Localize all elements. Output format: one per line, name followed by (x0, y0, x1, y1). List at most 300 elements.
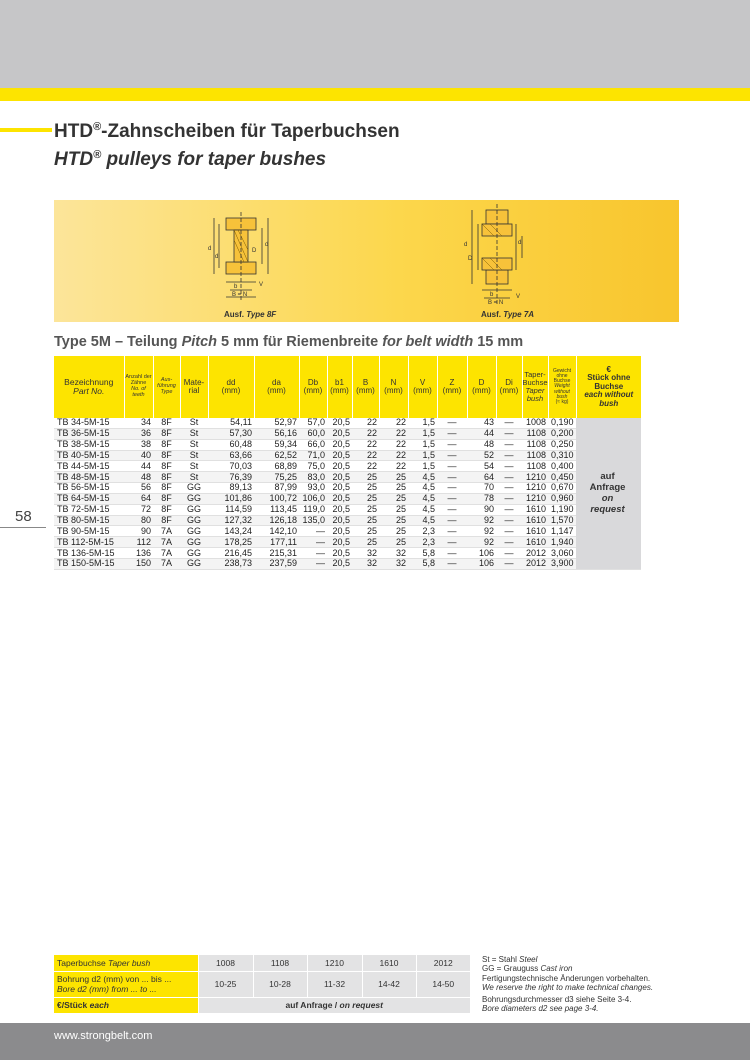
cell-type: 7A (153, 558, 180, 569)
title-marker (0, 128, 52, 132)
type-7a-drawing (472, 204, 522, 304)
cell-d: 48 (467, 439, 496, 450)
cell-dd: 238,73 (208, 558, 254, 569)
cell-b: 22 (352, 461, 379, 472)
cell-teeth: 150 (124, 558, 153, 569)
cell-d: 44 (467, 428, 496, 439)
cell-part: TB 40-5M-15 (54, 450, 124, 461)
col-v: V (mm) (408, 356, 437, 418)
cell-da: 68,89 (254, 461, 299, 472)
table-row (54, 418, 641, 428)
cell-db: — (299, 548, 327, 559)
cell-di: — (496, 439, 522, 450)
cell-di: — (496, 428, 522, 439)
pulley-drawings-panel (54, 200, 679, 322)
cell-weight: 0,400 (548, 461, 576, 472)
cell-bush: 1210 (522, 493, 548, 504)
col-dd: dd (mm) (208, 356, 254, 418)
bush-bore-row (54, 971, 470, 997)
cell-dd: 76,39 (208, 472, 254, 483)
table-subtitle: Type 5M – Teilung Pitch 5 mm für Riemenbreite for belt width 15 mm (54, 334, 524, 350)
cell-db: — (299, 537, 327, 548)
cell-n: 25 (379, 493, 408, 504)
cell-dd: 70,03 (208, 461, 254, 472)
cell-teeth: 112 (124, 537, 153, 548)
cell-type: 8F (153, 461, 180, 472)
cell-v: 4,5 (408, 504, 437, 515)
bush-price-row (54, 997, 470, 1013)
col-b: B (mm) (352, 356, 379, 418)
bush-size-cell: 1210 (307, 955, 362, 971)
col-part-no: Bezeichnung Part No. (54, 356, 124, 418)
col-db: Db (mm) (299, 356, 327, 418)
caption-type-8f: Ausf. Type 8F (224, 310, 277, 319)
cell-part: TB 90-5M-15 (54, 526, 124, 537)
cell-dd: 63,66 (208, 450, 254, 461)
cell-d: 90 (467, 504, 496, 515)
cell-b1: 20,5 (327, 493, 352, 504)
col-weight: Gewicht ohne Buchse Weight without bush (≈ kg) (548, 356, 576, 418)
cell-da: 52,97 (254, 418, 299, 428)
note-changes-en: We reserve the right to make technical changes. (482, 983, 654, 993)
cell-dd: 216,45 (208, 548, 254, 559)
cell-weight: 0,190 (548, 418, 576, 428)
cell-da: 75,25 (254, 472, 299, 483)
cell-bush: 1108 (522, 439, 548, 450)
cell-d: 78 (467, 493, 496, 504)
pulley-drawings (54, 200, 679, 322)
table-row (54, 504, 641, 515)
cell-b: 25 (352, 526, 379, 537)
cell-type: 8F (153, 418, 180, 428)
cell-db: 60,0 (299, 428, 327, 439)
cell-mat: GG (180, 515, 208, 526)
cell-db: 135,0 (299, 515, 327, 526)
cell-z: — (437, 439, 467, 450)
cell-weight: 0,670 (548, 483, 576, 494)
cell-db: — (299, 526, 327, 537)
cell-da: 59,34 (254, 439, 299, 450)
cell-mat: St (180, 418, 208, 428)
col-teeth: Anzahl der Zähne No. of teeth (124, 356, 153, 418)
svg-text:d: d (518, 240, 522, 246)
cell-da: 126,18 (254, 515, 299, 526)
cell-mat: St (180, 472, 208, 483)
cell-type: 8F (153, 439, 180, 450)
cell-bush: 1108 (522, 450, 548, 461)
cell-teeth: 40 (124, 450, 153, 461)
page-number: 58 (15, 508, 32, 525)
bush-size-cell: 1008 (198, 955, 253, 971)
cell-n: 22 (379, 428, 408, 439)
cell-teeth: 64 (124, 493, 153, 504)
cell-di: — (496, 418, 522, 428)
cell-part: TB 56-5M-15 (54, 483, 124, 494)
cell-d: 70 (467, 483, 496, 494)
cell-b: 22 (352, 428, 379, 439)
cell-bush: 1610 (522, 515, 548, 526)
cell-mat: GG (180, 526, 208, 537)
cell-v: 1,5 (408, 418, 437, 428)
cell-type: 8F (153, 428, 180, 439)
cell-type: 7A (153, 526, 180, 537)
cell-weight: 3,900 (548, 558, 576, 569)
svg-text:b: b (490, 292, 494, 298)
col-price: € Stück ohne Buchse each without bush (576, 356, 641, 418)
cell-b1: 20,5 (327, 526, 352, 537)
cell-b1: 20,5 (327, 558, 352, 569)
cell-z: — (437, 450, 467, 461)
cell-db: 57,0 (299, 418, 327, 428)
cell-da: 56,16 (254, 428, 299, 439)
cell-dd: 178,25 (208, 537, 254, 548)
cell-d: 52 (467, 450, 496, 461)
cell-b1: 20,5 (327, 428, 352, 439)
cell-d: 92 (467, 537, 496, 548)
cell-d: 92 (467, 515, 496, 526)
svg-text:d: d (215, 254, 219, 260)
cell-v: 5,8 (408, 558, 437, 569)
cell-teeth: 136 (124, 548, 153, 559)
svg-text:D: D (468, 256, 473, 262)
cell-dd: 57,30 (208, 428, 254, 439)
price-on-request (576, 418, 641, 569)
cell-di: — (496, 526, 522, 537)
note-changes-de: Fertigungstechnische Änderungen vorbehalten. (482, 973, 651, 983)
col-taper-bush: Taper-Buchse Taper bush (522, 356, 548, 418)
cell-weight: 1,147 (548, 526, 576, 537)
cell-v: 1,5 (408, 461, 437, 472)
cell-bush: 1210 (522, 472, 548, 483)
cell-weight: 1,570 (548, 515, 576, 526)
cell-b1: 20,5 (327, 461, 352, 472)
cell-d: 92 (467, 526, 496, 537)
cell-db: 93,0 (299, 483, 327, 494)
cell-di: — (496, 461, 522, 472)
price-text: auf (600, 471, 615, 483)
cell-mat: St (180, 461, 208, 472)
cell-di: — (496, 537, 522, 548)
cell-di: — (496, 483, 522, 494)
cell-d: 64 (467, 472, 496, 483)
bush-price-value: auf Anfrage / on request (198, 997, 470, 1013)
bush-bore-cell: 11-32 (307, 971, 362, 997)
table-row (54, 483, 641, 494)
cell-z: — (437, 515, 467, 526)
cell-b1: 20,5 (327, 504, 352, 515)
cell-n: 22 (379, 418, 408, 428)
cell-da: 100,72 (254, 493, 299, 504)
cell-z: — (437, 558, 467, 569)
cell-d: 43 (467, 418, 496, 428)
cell-weight: 1,940 (548, 537, 576, 548)
cell-db: 83,0 (299, 472, 327, 483)
bush-size-label: Taperbuchse Taper bush (54, 955, 198, 971)
cell-bush: 1610 (522, 526, 548, 537)
table-row (54, 537, 641, 548)
cell-da: 177,11 (254, 537, 299, 548)
cell-bush: 1108 (522, 461, 548, 472)
cell-part: TB 44-5M-15 (54, 461, 124, 472)
cell-da: 87,99 (254, 483, 299, 494)
cell-dd: 54,11 (208, 418, 254, 428)
cell-di: — (496, 472, 522, 483)
cell-weight: 3,060 (548, 548, 576, 559)
cell-b: 25 (352, 515, 379, 526)
cell-b: 25 (352, 483, 379, 494)
cell-mat: St (180, 428, 208, 439)
cell-type: 8F (153, 515, 180, 526)
col-material: Mate-rial (180, 356, 208, 418)
cell-n: 25 (379, 483, 408, 494)
cell-n: 25 (379, 472, 408, 483)
cell-v: 4,5 (408, 515, 437, 526)
cell-dd: 60,48 (208, 439, 254, 450)
cell-b: 22 (352, 418, 379, 428)
bush-price-label: €/Stück each (54, 997, 198, 1013)
cell-b: 25 (352, 504, 379, 515)
cell-b1: 20,5 (327, 439, 352, 450)
bush-size-cell: 2012 (416, 955, 470, 971)
price-text: request (590, 504, 625, 516)
table-row (54, 526, 641, 537)
cell-n: 25 (379, 504, 408, 515)
cell-di: — (496, 493, 522, 504)
page-title-en: HTD® pulleys for taper bushes (54, 149, 327, 170)
cell-b1: 20,5 (327, 537, 352, 548)
cell-bush: 1610 (522, 504, 548, 515)
svg-text:B = N: B = N (232, 292, 248, 298)
cell-teeth: 44 (124, 461, 153, 472)
cell-dd: 143,24 (208, 526, 254, 537)
cell-b1: 20,5 (327, 483, 352, 494)
cell-di: — (496, 450, 522, 461)
cell-part: TB 72-5M-15 (54, 504, 124, 515)
note-bore-en: Bore diameters d2 see page 3-4. (482, 1004, 599, 1014)
cell-v: 4,5 (408, 483, 437, 494)
cell-n: 32 (379, 558, 408, 569)
cell-part: TB 112-5M-15 (54, 537, 124, 548)
table-header-row (54, 356, 641, 418)
bush-bore-label: Bohrung d2 (mm) von ... bis ... Bore d2 (mm) from ... to ... (54, 971, 198, 997)
cell-n: 25 (379, 526, 408, 537)
pulley-spec-table (54, 356, 641, 570)
cell-bush: 1008 (522, 418, 548, 428)
cell-type: 7A (153, 548, 180, 559)
cell-part: TB 38-5M-15 (54, 439, 124, 450)
cell-da: 215,31 (254, 548, 299, 559)
table-row (54, 428, 641, 439)
table-row (54, 548, 641, 559)
table-row (54, 461, 641, 472)
cell-v: 1,5 (408, 439, 437, 450)
cell-weight: 0,450 (548, 472, 576, 483)
cell-type: 8F (153, 450, 180, 461)
cell-z: — (437, 472, 467, 483)
cell-di: — (496, 548, 522, 559)
cell-bush: 2012 (522, 558, 548, 569)
cell-teeth: 72 (124, 504, 153, 515)
cell-mat: GG (180, 483, 208, 494)
page-title-de: HTD®-Zahnscheiben für Taperbuchsen (54, 121, 400, 142)
col-d: D (mm) (467, 356, 496, 418)
cell-da: 237,59 (254, 558, 299, 569)
cell-dd: 127,32 (208, 515, 254, 526)
cell-weight: 0,310 (548, 450, 576, 461)
cell-weight: 0,960 (548, 493, 576, 504)
header-gray-band (0, 0, 750, 88)
cell-part: TB 48-5M-15 (54, 472, 124, 483)
cell-bush: 1108 (522, 428, 548, 439)
cell-weight: 0,200 (548, 428, 576, 439)
svg-text:d: d (464, 242, 468, 248)
page-number-rule (0, 527, 46, 528)
cell-d: 106 (467, 558, 496, 569)
price-text: on (601, 493, 614, 505)
note-cast-iron: GG = Grauguss Cast iron (482, 964, 573, 974)
table-row (54, 515, 641, 526)
table-row (54, 439, 641, 450)
svg-text:b: b (234, 284, 238, 290)
cell-b: 32 (352, 558, 379, 569)
cell-type: 8F (153, 483, 180, 494)
bush-size-cell: 1610 (362, 955, 416, 971)
cell-type: 8F (153, 504, 180, 515)
cell-db: 66,0 (299, 439, 327, 450)
cell-bush: 1610 (522, 537, 548, 548)
cell-dd: 114,59 (208, 504, 254, 515)
cell-db: 75,0 (299, 461, 327, 472)
cell-b: 25 (352, 472, 379, 483)
note-steel: St = Stahl Steel (482, 955, 538, 964)
caption-type-7a: Ausf. Type 7A (481, 310, 535, 319)
bush-bore-cell: 14-42 (362, 971, 416, 997)
cell-d: 106 (467, 548, 496, 559)
bush-bore-cell: 10-28 (253, 971, 307, 997)
bush-bore-cell: 10-25 (198, 971, 253, 997)
cell-n: 32 (379, 548, 408, 559)
cell-part: TB 64-5M-15 (54, 493, 124, 504)
cell-db: 71,0 (299, 450, 327, 461)
col-z: Z (mm) (437, 356, 467, 418)
cell-z: — (437, 548, 467, 559)
header-yellow-stripe (0, 88, 750, 101)
cell-b1: 20,5 (327, 548, 352, 559)
cell-v: 2,3 (408, 526, 437, 537)
cell-da: 113,45 (254, 504, 299, 515)
cell-z: — (437, 493, 467, 504)
cell-b: 32 (352, 548, 379, 559)
cell-d: 54 (467, 461, 496, 472)
cell-part: TB 80-5M-15 (54, 515, 124, 526)
cell-n: 25 (379, 515, 408, 526)
cell-part: TB 136-5M-15 (54, 548, 124, 559)
cell-da: 142,10 (254, 526, 299, 537)
cell-db: — (299, 558, 327, 569)
cell-z: — (437, 504, 467, 515)
cell-b1: 20,5 (327, 418, 352, 428)
cell-b: 25 (352, 537, 379, 548)
cell-v: 5,8 (408, 548, 437, 559)
cell-n: 22 (379, 439, 408, 450)
cell-b: 22 (352, 450, 379, 461)
cell-z: — (437, 526, 467, 537)
cell-mat: St (180, 439, 208, 450)
cell-mat: GG (180, 493, 208, 504)
cell-dd: 89,13 (208, 483, 254, 494)
cell-mat: GG (180, 548, 208, 559)
cell-part: TB 36-5M-15 (54, 428, 124, 439)
svg-text:V: V (259, 282, 264, 288)
cell-teeth: 34 (124, 418, 153, 428)
cell-n: 22 (379, 450, 408, 461)
taper-bush-table (54, 955, 470, 1014)
cell-weight: 0,250 (548, 439, 576, 450)
cell-teeth: 36 (124, 428, 153, 439)
cell-mat: GG (180, 558, 208, 569)
col-da: da (mm) (254, 356, 299, 418)
col-di: Di (mm) (496, 356, 522, 418)
cell-bush: 1210 (522, 483, 548, 494)
note-bore-de: Bohrungsdurchmesser d3 siehe Seite 3-4. (482, 994, 632, 1004)
cell-dd: 101,86 (208, 493, 254, 504)
footnotes (482, 955, 744, 1013)
cell-v: 4,5 (408, 472, 437, 483)
bush-size-row (54, 955, 470, 971)
cell-z: — (437, 428, 467, 439)
cell-db: 119,0 (299, 504, 327, 515)
col-type: Aus-führung Type (153, 356, 180, 418)
cell-v: 1,5 (408, 450, 437, 461)
cell-n: 25 (379, 537, 408, 548)
cell-type: 8F (153, 472, 180, 483)
cell-type: 7A (153, 537, 180, 548)
cell-teeth: 90 (124, 526, 153, 537)
cell-v: 4,5 (408, 493, 437, 504)
cell-di: — (496, 504, 522, 515)
cell-mat: GG (180, 504, 208, 515)
svg-text:V: V (516, 294, 521, 300)
cell-teeth: 38 (124, 439, 153, 450)
cell-v: 1,5 (408, 428, 437, 439)
svg-text:D: D (252, 248, 257, 254)
price-text: Anfrage (589, 482, 626, 494)
cell-teeth: 80 (124, 515, 153, 526)
col-n: N (mm) (379, 356, 408, 418)
cell-di: — (496, 558, 522, 569)
bush-size-cell: 1108 (253, 955, 307, 971)
cell-z: — (437, 418, 467, 428)
cell-b1: 20,5 (327, 515, 352, 526)
cell-b: 22 (352, 439, 379, 450)
cell-teeth: 56 (124, 483, 153, 494)
cell-part: TB 150-5M-15 (54, 558, 124, 569)
footer-url[interactable]: www.strongbelt.com (54, 1030, 153, 1042)
cell-bush: 2012 (522, 548, 548, 559)
cell-teeth: 48 (124, 472, 153, 483)
table-row (54, 558, 641, 569)
cell-part: TB 34-5M-15 (54, 418, 124, 428)
cell-da: 62,52 (254, 450, 299, 461)
cell-n: 22 (379, 461, 408, 472)
cell-z: — (437, 483, 467, 494)
cell-di: — (496, 515, 522, 526)
col-b1: b1 (mm) (327, 356, 352, 418)
cell-type: 8F (153, 493, 180, 504)
cell-z: — (437, 537, 467, 548)
cell-b1: 20,5 (327, 450, 352, 461)
table-row (54, 472, 641, 483)
